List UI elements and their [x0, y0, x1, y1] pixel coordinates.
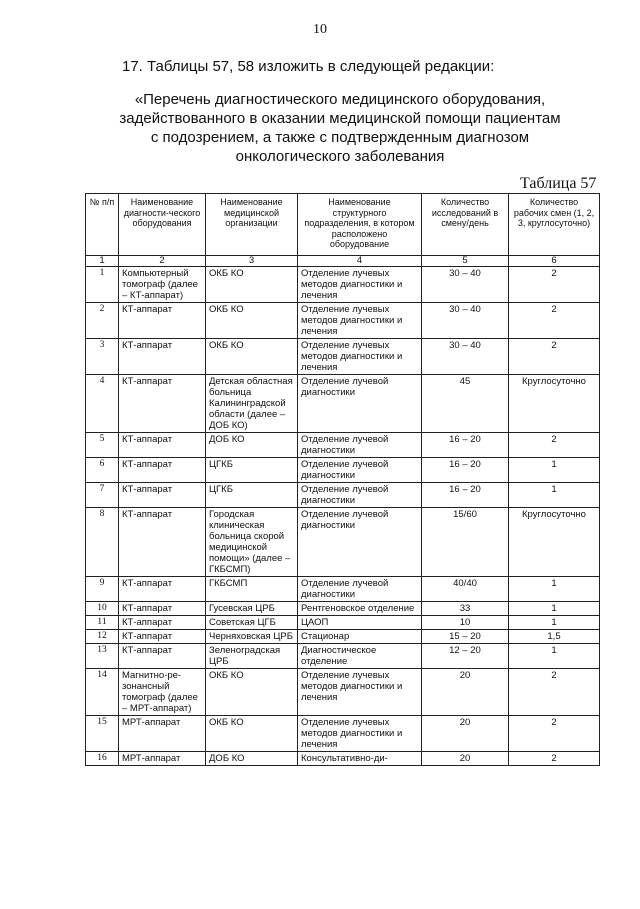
- exam-count: 15 – 20: [422, 630, 509, 644]
- department-name: Отделение лучевой диагностики: [298, 458, 422, 483]
- shift-count: 2: [509, 669, 600, 716]
- exam-count: 16 – 20: [422, 483, 509, 508]
- table-row: [86, 375, 600, 433]
- organization-name: ГКБСМП: [206, 577, 298, 602]
- organization-name: Гусевская ЦРБ: [206, 602, 298, 616]
- table-row: [86, 716, 600, 752]
- department-name: Отделение лучевых методов диагностики и лечения: [298, 339, 422, 375]
- equipment-name: МРТ-аппарат: [119, 716, 206, 752]
- row-number: 13: [86, 644, 119, 669]
- table-row: [86, 644, 600, 669]
- department-name: Отделение лучевой диагностики: [298, 508, 422, 577]
- organization-name: ОКБ КО: [206, 669, 298, 716]
- equipment-name: КТ-аппарат: [119, 602, 206, 616]
- equipment-name: КТ-аппарат: [119, 577, 206, 602]
- equipment-name: Компьютерный томограф (далее – КТ-аппарат): [119, 267, 206, 303]
- organization-name: ОКБ КО: [206, 303, 298, 339]
- shift-count: 1,5: [509, 630, 600, 644]
- row-number: 8: [86, 508, 119, 577]
- department-name: Отделение лучевых методов диагностики и лечения: [298, 267, 422, 303]
- equipment-name: КТ-аппарат: [119, 508, 206, 577]
- organization-name: ЦГКБ: [206, 458, 298, 483]
- heading-line: онкологического заболевания: [235, 148, 445, 165]
- table-row: [86, 669, 600, 716]
- shift-count: 1: [509, 458, 600, 483]
- equipment-name: КТ-аппарат: [119, 303, 206, 339]
- shift-count: 1: [509, 577, 600, 602]
- shift-count: Круглосуточно: [509, 508, 600, 577]
- row-number: 3: [86, 339, 119, 375]
- department-name: Отделение лучевых методов диагностики и лечения: [298, 669, 422, 716]
- exam-count: 16 – 20: [422, 458, 509, 483]
- table-row: [86, 433, 600, 458]
- column-number: 3: [206, 256, 298, 267]
- shift-count: 1: [509, 483, 600, 508]
- shift-count: 2: [509, 267, 600, 303]
- organization-name: ЦГКБ: [206, 483, 298, 508]
- header-shifts: Количество рабочих смен (1, 2, 3, круглосуточно): [509, 194, 600, 256]
- organization-name: ДОБ КО: [206, 752, 298, 766]
- department-name: Отделение лучевых методов диагностики и лечения: [298, 303, 422, 339]
- page-number: 10: [313, 22, 327, 37]
- table-row: [86, 630, 600, 644]
- row-number: 5: [86, 433, 119, 458]
- row-number: 10: [86, 602, 119, 616]
- table-label: Таблица 57: [520, 175, 597, 192]
- exam-count: 30 – 40: [422, 303, 509, 339]
- table-heading: [100, 90, 580, 166]
- table-header-row: [86, 194, 600, 256]
- equipment-name: КТ-аппарат: [119, 339, 206, 375]
- organization-name: ОКБ КО: [206, 339, 298, 375]
- heading-line: «Перечень диагностического медицинского оборудования,: [134, 91, 546, 108]
- department-name: Отделение лучевой диагностики: [298, 433, 422, 458]
- exam-count: 10: [422, 616, 509, 630]
- table-row: [86, 752, 600, 766]
- exam-count: 12 – 20: [422, 644, 509, 669]
- table-row: [86, 267, 600, 303]
- shift-count: 1: [509, 616, 600, 630]
- organization-name: Городская клиническая больница скорой медицинской помощи» (далее – ГКБСМП): [206, 508, 298, 577]
- header-organization: Наименование медицинской организации: [206, 194, 298, 256]
- equipment-name: КТ-аппарат: [119, 458, 206, 483]
- header-department: Наименование структурного подразделения, в котором расположено оборудование: [298, 194, 422, 256]
- exam-count: 20: [422, 752, 509, 766]
- shift-count: Круглосуточно: [509, 375, 600, 433]
- exam-count: 33: [422, 602, 509, 616]
- table-row: [86, 303, 600, 339]
- row-number: 11: [86, 616, 119, 630]
- table-row: [86, 616, 600, 630]
- organization-name: ОКБ КО: [206, 716, 298, 752]
- table-body: [86, 256, 600, 766]
- table-row: [86, 458, 600, 483]
- department-name: Отделение лучевой диагностики: [298, 577, 422, 602]
- exam-count: 30 – 40: [422, 267, 509, 303]
- department-name: Отделение лучевых методов диагностики и лечения: [298, 716, 422, 752]
- department-name: Отделение лучевой диагностики: [298, 375, 422, 433]
- equipment-name: КТ-аппарат: [119, 375, 206, 433]
- shift-count: 1: [509, 602, 600, 616]
- header-equipment: Наименование диагности-ческого оборудования: [119, 194, 206, 256]
- exam-count: 45: [422, 375, 509, 433]
- equipment-name: КТ-аппарат: [119, 616, 206, 630]
- shift-count: 2: [509, 339, 600, 375]
- shift-count: 1: [509, 644, 600, 669]
- organization-name: Советская ЦГБ: [206, 616, 298, 630]
- column-number: 2: [119, 256, 206, 267]
- column-number: 1: [86, 256, 119, 267]
- department-name: Стационар: [298, 630, 422, 644]
- equipment-name: Магнитно-ре-зонансный томограф (далее – МРТ-аппарат): [119, 669, 206, 716]
- shift-count: 2: [509, 752, 600, 766]
- exam-count: 30 – 40: [422, 339, 509, 375]
- department-name: Консультативно-ди-: [298, 752, 422, 766]
- row-number: 1: [86, 267, 119, 303]
- department-name: Рентгеновское отделение: [298, 602, 422, 616]
- equipment-name: МРТ-аппарат: [119, 752, 206, 766]
- row-number: 16: [86, 752, 119, 766]
- exam-count: 20: [422, 716, 509, 752]
- row-number: 7: [86, 483, 119, 508]
- shift-count: 2: [509, 303, 600, 339]
- organization-name: ОКБ КО: [206, 267, 298, 303]
- header-exam-count: Количество исследований в смену/день: [422, 194, 509, 256]
- equipment-name: КТ-аппарат: [119, 433, 206, 458]
- organization-name: Зеленоградская ЦРБ: [206, 644, 298, 669]
- table-row: [86, 339, 600, 375]
- amendment-instruction: 17. Таблицы 57, 58 изложить в следующей редакции:: [122, 58, 495, 75]
- column-number-row: [86, 256, 600, 267]
- department-name: Диагностическое отделение: [298, 644, 422, 669]
- header-num: № п/п: [86, 194, 119, 256]
- equipment-name: КТ-аппарат: [119, 644, 206, 669]
- organization-name: Черняховская ЦРБ: [206, 630, 298, 644]
- shift-count: 2: [509, 433, 600, 458]
- table-row: [86, 483, 600, 508]
- row-number: 2: [86, 303, 119, 339]
- department-name: ЦАОП: [298, 616, 422, 630]
- table-row: [86, 577, 600, 602]
- heading-line: задействованного в оказании медицинской помощи пациентам: [119, 110, 561, 127]
- row-number: 9: [86, 577, 119, 602]
- row-number: 12: [86, 630, 119, 644]
- row-number: 4: [86, 375, 119, 433]
- exam-count: 40/40: [422, 577, 509, 602]
- exam-count: 16 – 20: [422, 433, 509, 458]
- exam-count: 20: [422, 669, 509, 716]
- exam-count: 15/60: [422, 508, 509, 577]
- equipment-name: КТ-аппарат: [119, 630, 206, 644]
- department-name: Отделение лучевой диагностики: [298, 483, 422, 508]
- column-number: 4: [298, 256, 422, 267]
- column-number: 6: [509, 256, 600, 267]
- heading-line: с подозрением, а также с подтвержденным диагнозом: [150, 129, 530, 146]
- organization-name: Детская областная больница Калининградской области (далее – ДОБ КО): [206, 375, 298, 433]
- organization-name: ДОБ КО: [206, 433, 298, 458]
- equipment-name: КТ-аппарат: [119, 483, 206, 508]
- row-number: 14: [86, 669, 119, 716]
- table-row: [86, 602, 600, 616]
- equipment-table: [85, 193, 600, 766]
- column-number: 5: [422, 256, 509, 267]
- row-number: 6: [86, 458, 119, 483]
- row-number: 15: [86, 716, 119, 752]
- shift-count: 2: [509, 716, 600, 752]
- table-row: [86, 508, 600, 577]
